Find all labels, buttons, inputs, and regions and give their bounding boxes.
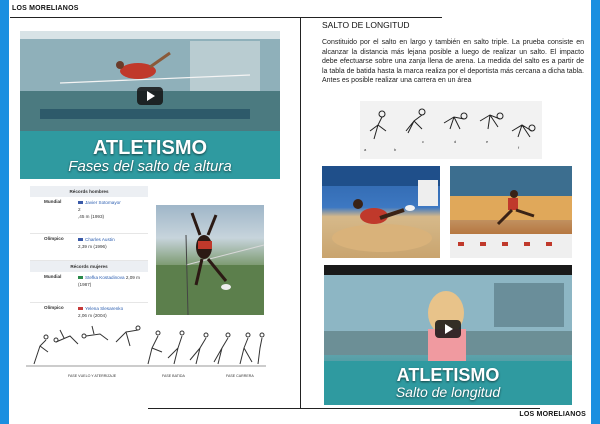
- right-blue-border: [591, 0, 600, 424]
- bulgaria-flag-icon: [78, 276, 83, 279]
- play-icon[interactable]: [137, 87, 163, 105]
- video-long-jump-subtitle: Salto de longitud: [395, 384, 501, 400]
- table-row: [30, 234, 148, 261]
- video-high-jump-subtitle: Fases del salto de altura: [68, 158, 232, 175]
- record-label: Mundial: [44, 199, 62, 204]
- brand-top: LOS MORELIANOS: [12, 5, 79, 12]
- figure-letter: c: [422, 139, 424, 144]
- sequence-caption: FASE VUELO Y ATERRIZAJE: [68, 374, 117, 378]
- article-body: Constituido por el salto en largo y también en salto triple. La prueba consiste en alcanzar la distancia más lejana posible a luego de realizar un salto. El impacto debe efectuarse sobre una zanja llena de arena. La medida del salto es a partir de la tabla de batida hasta la marca realiza por el deportista más cercana a dicha tabla. Antes es posible realizar una carrera en un área: [322, 39, 584, 85]
- long-jump-photo-sand: [322, 166, 440, 258]
- record-holder-link[interactable]: Charles Austin: [85, 237, 115, 242]
- record-value: [78, 274, 148, 298]
- us-flag-icon: [78, 201, 83, 204]
- figure-letter: e: [486, 139, 489, 144]
- high-jump-sequence: [26, 322, 266, 380]
- record-label: Mundial: [44, 274, 62, 279]
- sequence-caption: FASE BATIDA: [162, 374, 185, 378]
- record-holder-link[interactable]: Javier Sotomayor: [85, 200, 121, 205]
- center-divider: [300, 17, 301, 409]
- record-mark-2: ,45 m (1993): [78, 214, 105, 219]
- sequence-caption: FASE CARRERA: [226, 374, 254, 378]
- record-label: Olímpico: [44, 305, 64, 310]
- high-jump-photo: [156, 205, 264, 315]
- record-mark: 2,09 m: [125, 275, 140, 280]
- record-mark-2: (1987): [78, 282, 92, 287]
- us-flag-icon: [78, 238, 83, 241]
- record-value: [78, 199, 148, 229]
- high-jump-photo-scene: [156, 205, 264, 315]
- long-jump-sequence-drawing: [360, 101, 542, 159]
- figure-letter: d: [454, 139, 457, 144]
- long-jump-sand-scene: [322, 166, 440, 258]
- records-women-header: Récords mujeres: [30, 261, 148, 272]
- long-jump-landing-scene: [450, 166, 572, 258]
- record-holder-link[interactable]: Yelena Slesarenko: [85, 306, 124, 311]
- record-value: [78, 236, 148, 256]
- records-table: [30, 186, 148, 329]
- article-heading: SALTO DE LONGITUD: [322, 20, 410, 30]
- brand-bottom: LOS MORELIANOS: [519, 411, 586, 418]
- table-row: [30, 197, 148, 234]
- play-icon[interactable]: [435, 320, 461, 338]
- high-jump-sequence-figures: [26, 322, 266, 372]
- table-row: [30, 272, 148, 303]
- record-mark: 2,06 m (2004): [78, 313, 107, 318]
- video-long-jump[interactable]: [324, 265, 572, 405]
- figure-letter: a: [364, 147, 367, 152]
- long-jump-figures: [360, 101, 542, 159]
- video-high-jump-title: ATLETISMO: [92, 137, 208, 159]
- video-high-jump[interactable]: [20, 31, 280, 179]
- record-mark: 2,39 m (1996): [78, 244, 107, 249]
- records-men-header: Récords hombres: [30, 186, 148, 197]
- figure-letter: b: [394, 147, 397, 152]
- video-long-jump-title: ATLETISMO: [396, 365, 500, 385]
- top-rule: [10, 17, 442, 18]
- left-blue-border: [0, 0, 9, 424]
- figure-letter: f: [518, 145, 520, 150]
- long-jump-photo-landing: [450, 166, 572, 258]
- record-label: Olímpico: [44, 236, 64, 241]
- bottom-rule: [148, 408, 540, 409]
- russia-flag-icon: [78, 307, 83, 310]
- record-holder-link[interactable]: Stefka Kostadinova: [85, 275, 125, 280]
- record-mark: 2: [78, 207, 81, 212]
